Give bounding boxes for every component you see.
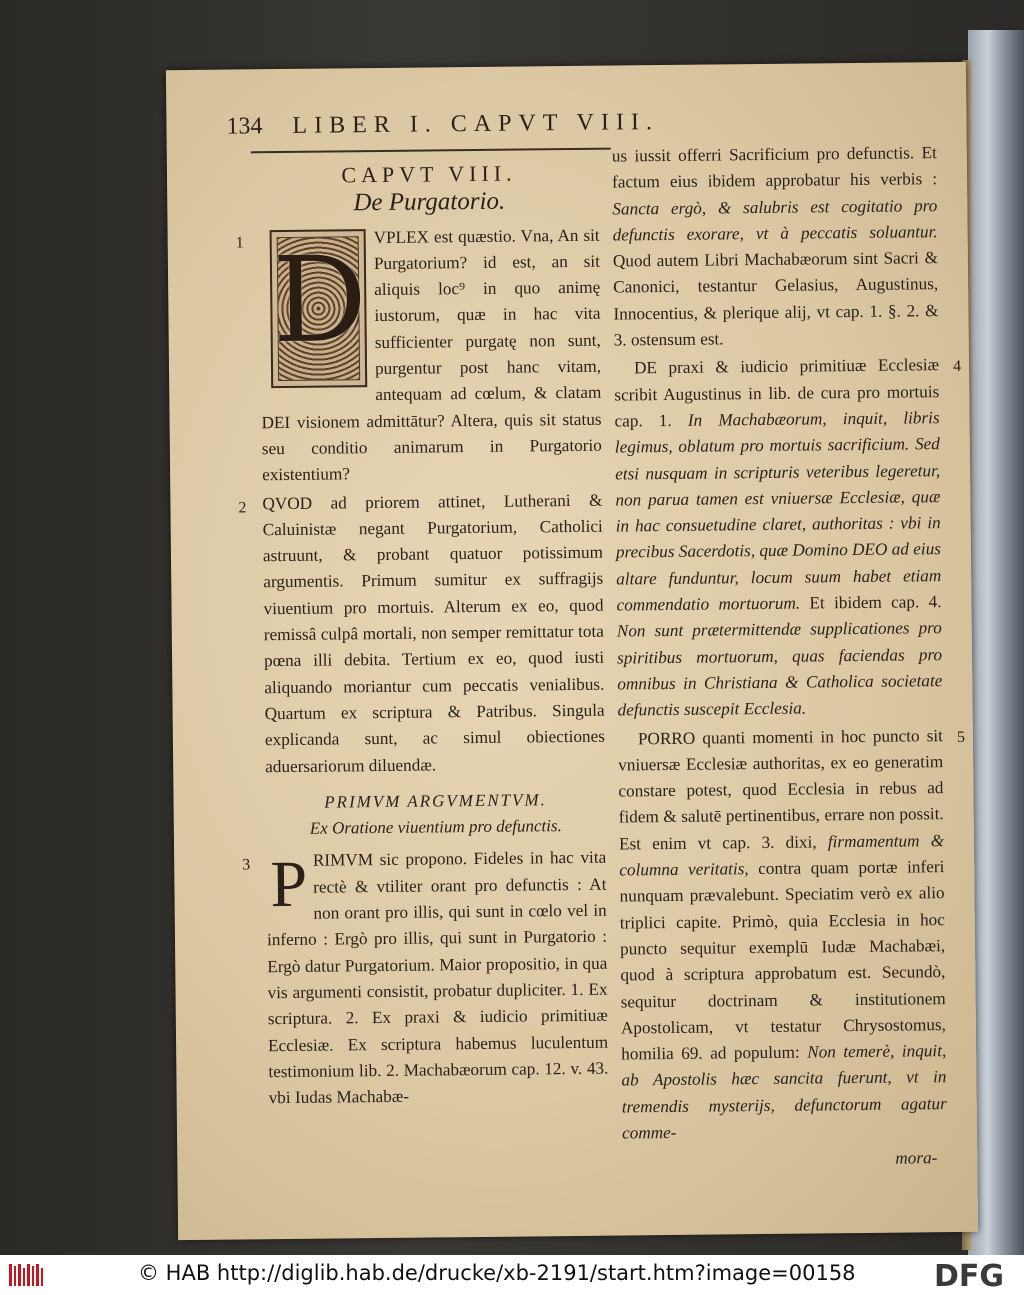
text-run: Quod autem Libri Machabæorum sint Sacri & Canonici, testantur Gelasius, Augustinus, Innocentius, & plerique alij, vt cap. 1. §. 2. & 3. ostensum est. <box>612 248 939 350</box>
paragraph-r1 <box>612 140 939 354</box>
text-run: us iussit offerri Sacrificium pro defunctis. Et factum eius ibidem approbatur his verbis : <box>611 143 938 192</box>
page-number: 134 <box>226 113 263 140</box>
source-url[interactable]: © HAB http://diglib.hab.de/drucke/xb-2191/start.htm?image=00158 <box>138 1261 856 1285</box>
paragraph-2 <box>238 487 605 780</box>
quote-run: Sancta ergò, & salubris est cogitatio pro defunctis exorare, vt à peccatis soluantur. <box>612 195 938 245</box>
initial-letter: D <box>271 229 368 369</box>
margin-number: 5 <box>956 728 966 746</box>
section-subheading: Ex Oratione viuentium pro defunctis. <box>309 816 562 838</box>
margin-number: 2 <box>238 498 247 517</box>
margin-number: 3 <box>242 856 251 874</box>
head-rule <box>251 148 611 154</box>
margin-number: 4 <box>952 358 962 376</box>
decorated-initial <box>270 229 368 388</box>
paragraph-1 <box>235 222 603 489</box>
catchword: mora- <box>895 1148 938 1168</box>
dfg-logo-text: DFG <box>934 1259 1005 1291</box>
viewer-footer <box>0 1255 1024 1295</box>
book-page <box>166 62 978 1240</box>
text-run: contra quam portæ inferi nunquam prævalebunt. Speciatim verò ex alio triplici capite. Primò, quia Ecclesia in hoc puncto sequitur exemplū Iudæ Machabæi, quod à scriptura approbatum est. Secundò, sequitur doctrinam & institutionem Apostolicam, vt testatur Chrysostomus, homilia 69. ad populum: <box>619 857 947 1064</box>
paragraph-r2 <box>614 353 962 725</box>
quote-run: firmamentum & columna veritatis, <box>619 830 945 880</box>
paragraph-r3 <box>618 723 966 1147</box>
paragraph-3 <box>242 845 609 1112</box>
chapter-title: CAPVT VIII. <box>341 160 517 188</box>
running-head-text: LIBER I. CAPVT VIII. <box>292 109 660 139</box>
quote-run: In Machabæorum, inquit, libris legimus, oblatum pro mortuis sacrificium. Sed etsi nusquam in scripturis veteribus legeretur, non parua tamen est vniuersæ Ecclesiæ, quæ in hac consuetudine claret, authoritas : vbi in precibus Sacerdotis, quæ Domino DEO ad eius altare funduntur, locum suum habet etiam commendatio mortuorum. <box>614 408 942 615</box>
running-head <box>226 107 846 140</box>
text-run: DE praxi & iudicio primitiuæ Ecclesiæ scribit Augustinus in lib. de cura pro mortuis cap. 1. <box>614 355 940 431</box>
paragraph-text: QVOD ad priorem attinet, Lutherani & Caluinistæ negant Purgatorium, Catholici astruunt, & probant quatuor potissimum argumentis. Primum sumitur ex suffragijs viuentium pro mortuis. Alterum ex eo, quod remissâ culpâ mortali, non semper remittatur tota pœna illi debita. Tertium ex eo, quod iusti aliquando moriantur cum peccatis venialibus. Quartum ex scriptura & Patribus. Singula explicanda sunt, ac simul obiectiones aduersariorum diluendæ. <box>262 490 605 776</box>
paragraph-text: RIMVM sic propono. Fideles in hac vita rectè & vtiliter orant pro defunctis : At non orant pro illis, qui sunt in cœlo vel in inferno : Ergò pro illis, qui sunt in Purgatorio : Ergò datur Purgatorium. Maior propositio, in qua vis argumenti consistit, probatur dupliciter. 1. Ex scriptura. 2. Ex praxi & iudicio primitiuæ Ecclesiæ. Ex scriptura habemus luculentum testimonium lib. 2. Machabæorum cap. 12. v. 43. vbi Iudas Machabæ- <box>266 848 609 1108</box>
quote-run: Non sunt prætermittendæ supplicationes pro spiritibus mortuorum, quas faciendas pro omnibus in Christiana & Catholica societate defunctis suscepit Ecclesia. <box>616 618 943 720</box>
section-heading: PRIMVM ARGVMENTVM. <box>324 790 547 812</box>
dfg-logo-icon[interactable] <box>932 1259 1018 1291</box>
paragraph-text: VPLEX est quæstio. Vna, An sit Purgatorium? id est, an sit aliquis loc⁹ in quo animę iustorum, quæ in hac vita sufficienter purgatę non sunt, purgentur post hanc vitam, antequam ad cœlum, & clatam DEI visionem admittātur? Altera, quis sit status seu conditio animarum in Purgatorio existentium? <box>261 225 602 485</box>
text-run: Et ibidem cap. 4. <box>809 592 942 613</box>
text-run: PORRO quanti momenti in hoc puncto sit vniuersæ Ecclesiæ authoritas, ex eo generatim constare potest, quod Ecclesia in rebus ad fidem & salutē pertinentibus, errare non possit. Est enim vt cap. 3. dixi, <box>618 725 944 854</box>
hab-logo-icon[interactable] <box>6 1260 46 1290</box>
margin-number: 1 <box>235 234 244 252</box>
initial-p: P <box>270 848 308 922</box>
chapter-subtitle: De Purgatorio. <box>353 187 506 217</box>
right-column <box>611 140 966 1175</box>
left-column <box>235 160 609 1114</box>
quote-run: Non temerè, inquit, ab Apostolis hæc sancita fuerunt, vt in tremendis mysterijs, defunctorum agatur comme- <box>621 1041 947 1143</box>
